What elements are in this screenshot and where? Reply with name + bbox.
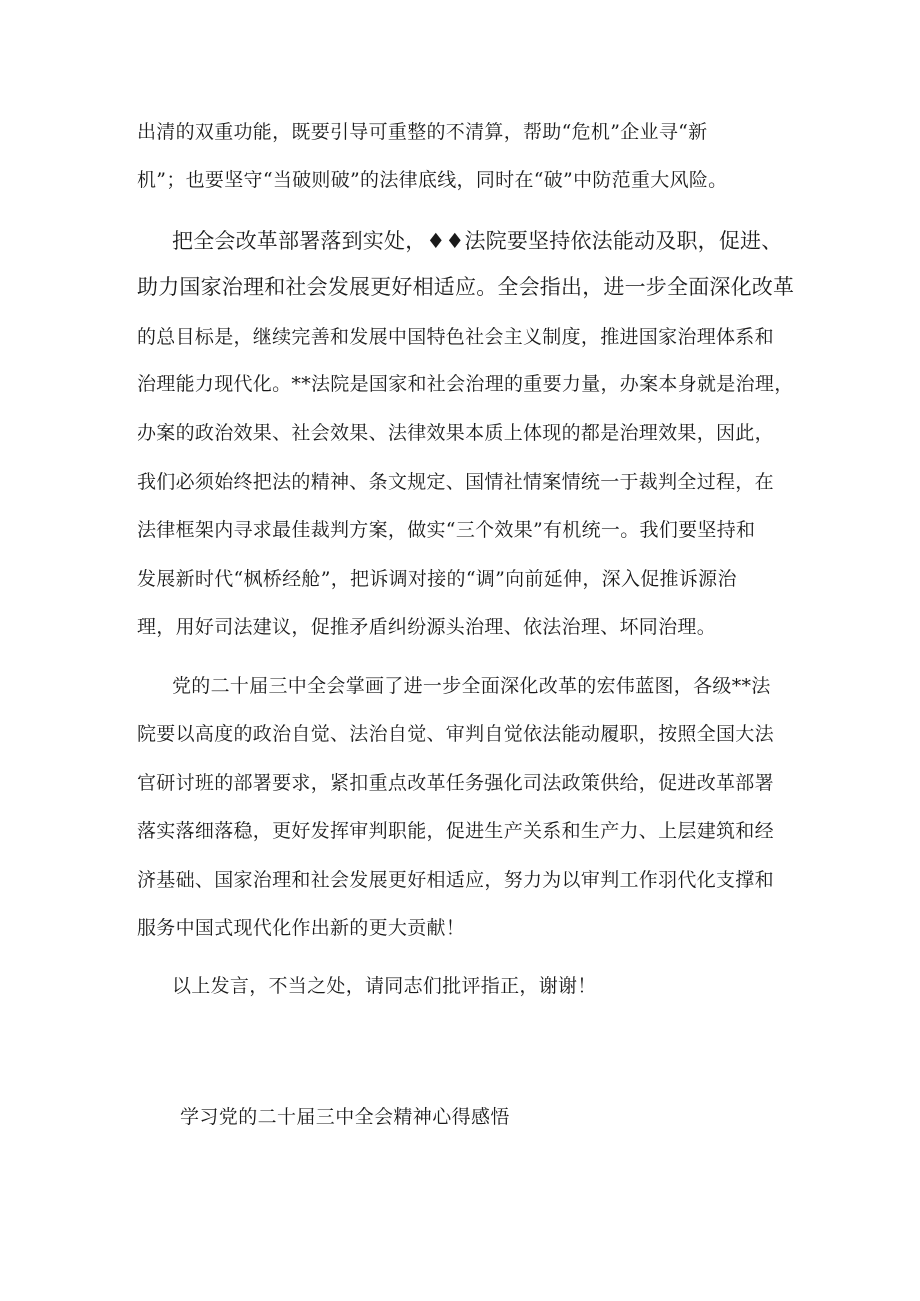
- paragraph-3-line-5: 济基础、国家治理和社会发展更好相适应，努力为以审判工作羽代化支撑和: [137, 869, 774, 891]
- paragraph-2-line-4: 治理能力现代化。**法院是国家和社会治理的重要力量，办案本身就是治理，: [137, 373, 794, 395]
- paragraph-2-line-2: 助力国家治理和社会发展更好相适应。全会指出，进一步全面深化改革: [137, 275, 795, 299]
- paragraph-2-line-6: 我们必须始终把法的精神、条文规定、国情社情案情统一于裁判全过程，在: [137, 471, 774, 493]
- paragraph-1-line-2: 机”；也要坚守“当破则破”的法律底线，同时在“破”中防范重大风险。: [137, 169, 728, 191]
- paragraph-3-line-2: 院要以高度的政治自觉、法治自觉、审判自觉依法能动履职，按照全国大法: [137, 723, 774, 745]
- paragraph-2-line-5: 办案的政治效果、社会效果、法律效果本质上体现的都是治理效果，因此，: [137, 422, 774, 444]
- paragraph-3-line-1: 党的二十届三中全会掌画了进一步全面深化改革的宏伟蓝图，各级**法: [172, 675, 771, 697]
- paragraph-1-line-1: 出清的双重功能，既要引导可重整的不清算，帮助“危机”企业寻“新: [137, 121, 708, 143]
- paragraph-2-line-9: 理，用好司法建议，促推矛盾纠纷源头治理、依法治理、坏同治理。: [137, 616, 717, 638]
- next-section-title: 学习党的二十届三中全会精神心得感悟: [180, 1106, 510, 1128]
- paragraph-2-line-3: 的总目标是，继续完善和发展中国特色社会主义制度，推进国家治理体系和: [137, 326, 774, 348]
- paragraph-3-line-6: 服务中国式现代化作出新的更大贡献！: [137, 917, 466, 939]
- closing-remark: 以上发言，不当之处，请同志们批评指正，谢谢！: [172, 975, 597, 997]
- paragraph-2-line-8: 发展新时代“枫桥经舱”，把诉调对接的“调”向前延伸，深入促推诉源治: [137, 568, 737, 590]
- paragraph-3-line-4: 落实落细落稳，更好发挥审判职能，促进生产关系和生产力、上层建筑和经: [137, 820, 774, 842]
- paragraph-3-line-3: 官研讨班的部署要求，紧扣重点改革任务强化司法政策供给，促进改革部署: [137, 772, 774, 794]
- paragraph-2-line-7: 法律框架内寻求最佳裁判方案，做实“三个效果”有机统一。我们要坚持和: [137, 519, 756, 541]
- paragraph-2-line-1: 把全会改革部署落到实处，♦♦法院要坚持依法能动及职，促进、: [172, 229, 783, 253]
